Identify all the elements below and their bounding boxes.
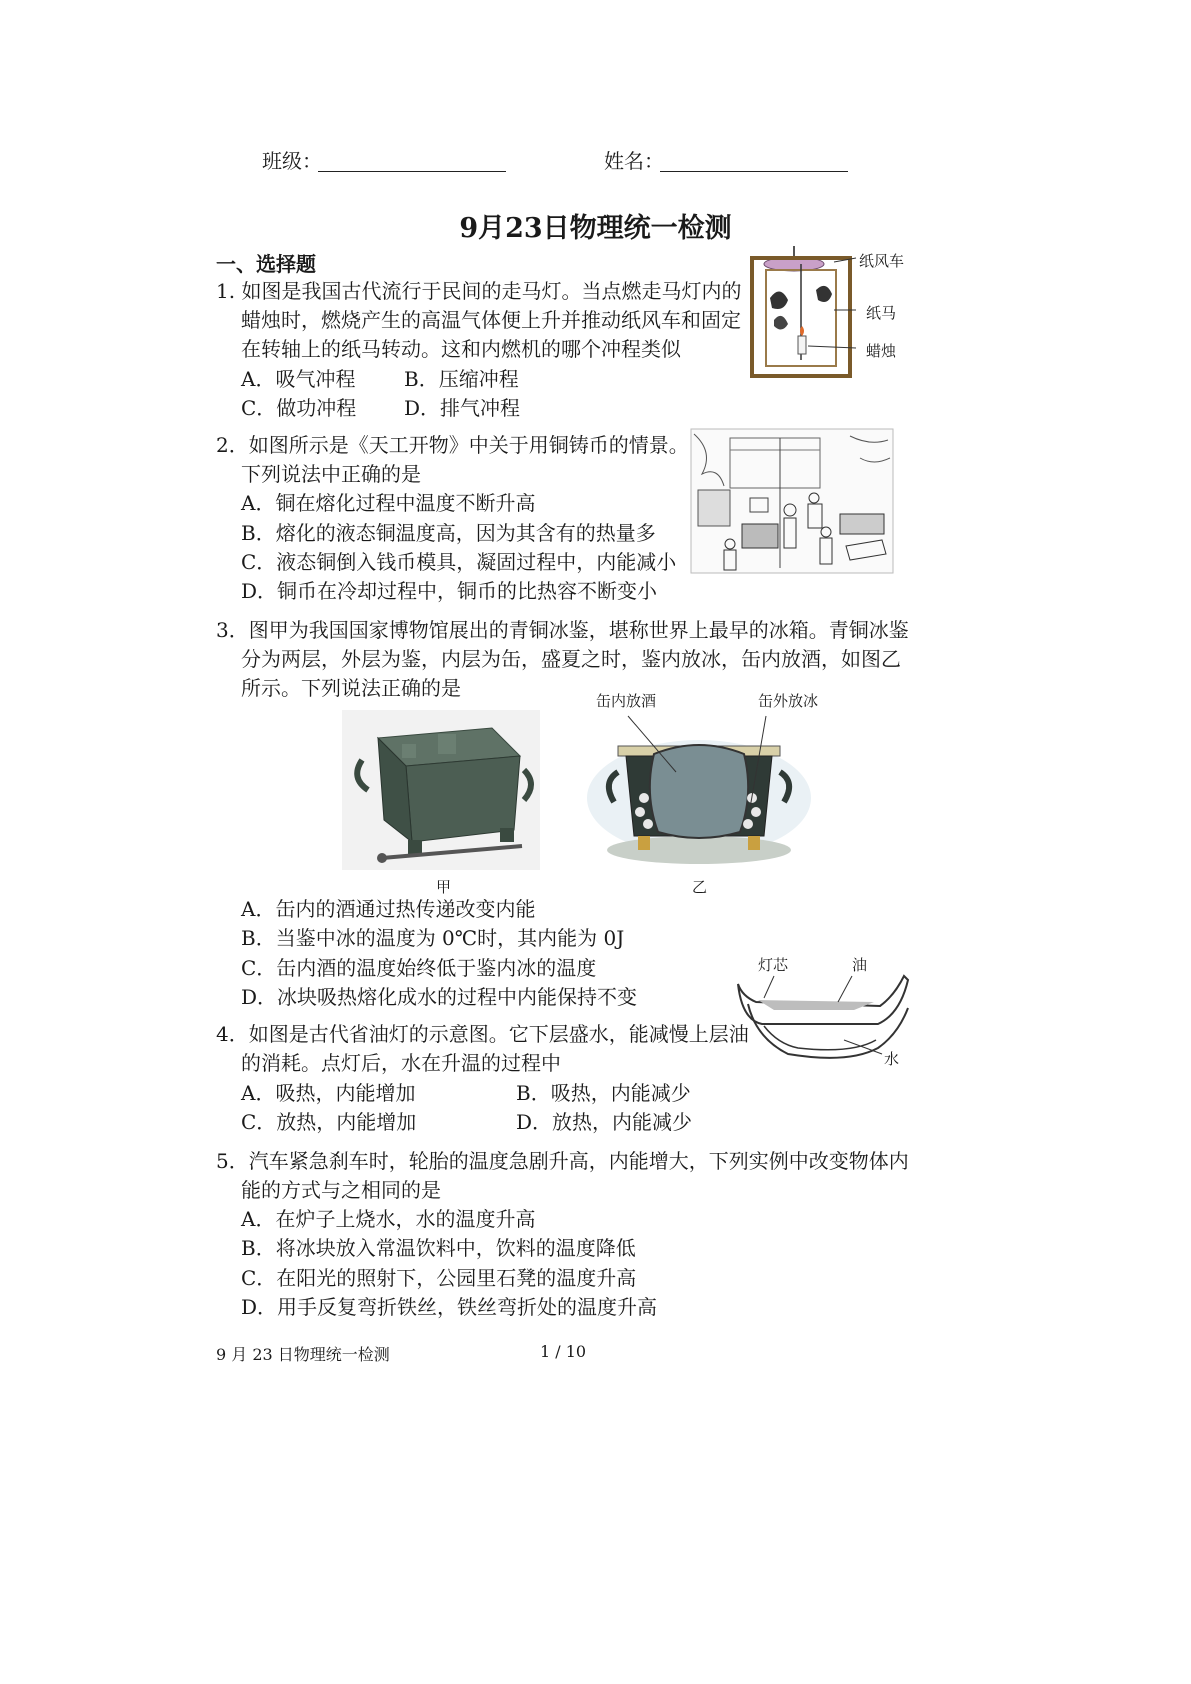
label-paper-windmill: 纸风车: [859, 252, 905, 270]
q3-option-b[interactable]: B．当鉴中冰的温度为 0℃时，其内能为 0J: [241, 926, 625, 950]
class-label: 班级：: [262, 149, 322, 173]
q5-option-b[interactable]: B．将冰块放入常温饮料中，饮料的温度降低: [241, 1236, 636, 1260]
q4-stem-line: 的消耗。点灯后，水在升温的过程中: [241, 1051, 561, 1075]
q1-option-b[interactable]: B．压缩冲程: [404, 367, 519, 391]
label-oil: 油: [852, 956, 868, 974]
q3-option-d[interactable]: D．冰块吸热熔化成水的过程中内能保持不变: [241, 985, 638, 1009]
footer-title: 9 月 23 日物理统一检测: [216, 1345, 390, 1364]
q4-option-a[interactable]: A．吸热，内能增加: [241, 1081, 416, 1105]
label-water: 水: [884, 1050, 900, 1068]
label-candle: 蜡烛: [866, 342, 897, 360]
q2-option-d[interactable]: D．铜币在冷却过程中，铜币的比热容不断变小: [241, 579, 658, 603]
q4-stem-line: 4．如图是古代省油灯的示意图。它下层盛水，能减慢上层油: [216, 1022, 749, 1046]
q5-stem-line: 能的方式与之相同的是: [241, 1178, 441, 1202]
q2-option-c[interactable]: C．液态铜倒入钱币模具，凝固过程中，内能减小: [241, 550, 677, 574]
q2-option-b[interactable]: B．熔化的液态铜温度高，因为其含有的热量多: [241, 521, 656, 545]
q3-stem-line: 所示。下列说法正确的是: [241, 676, 461, 700]
name-label: 姓名：: [604, 149, 664, 173]
label-ice-outside: 缶外放冰: [758, 692, 819, 710]
q5-option-c[interactable]: C．在阳光的照射下，公园里石凳的温度升高: [241, 1266, 637, 1290]
q4-option-b[interactable]: B．吸热，内能减少: [516, 1081, 691, 1105]
q3-stem-line: 分为两层，外层为鉴，内层为缶，盛夏之时，鉴内放冰，缶内放酒，如图乙: [241, 647, 901, 671]
q1-stem-line: 蜡烛时，燃烧产生的高温气体便上升并推动纸风车和固定: [241, 308, 741, 332]
q1-stem-line: 在转轴上的纸马转动。这和内燃机的哪个冲程类似: [241, 337, 681, 361]
q4-option-d[interactable]: D．放热，内能减少: [516, 1110, 693, 1134]
figure-caption-b: 乙: [692, 878, 708, 896]
name-input-line[interactable]: [660, 170, 848, 172]
q1-option-a[interactable]: A．吸气冲程: [241, 367, 356, 391]
bronze-ice-chest-photo: [342, 710, 540, 870]
q3-option-c[interactable]: C．缶内酒的温度始终低于鉴内冰的温度: [241, 956, 597, 980]
q5-stem-line: 5．汽车紧急刹车时，轮胎的温度急剧升高，内能增大，下列实例中改变物体内: [216, 1149, 909, 1173]
q2-stem-line: 下列说法中正确的是: [241, 462, 421, 486]
class-input-line[interactable]: [318, 170, 506, 172]
q4-option-c[interactable]: C．放热，内能增加: [241, 1110, 417, 1134]
page-title: 9月23日物理统一检测: [459, 213, 732, 244]
label-wick: 灯芯: [758, 956, 789, 974]
q1-option-d[interactable]: D．排气冲程: [404, 396, 521, 420]
label-wine-inside: 缶内放酒: [596, 692, 657, 710]
coin-casting-illustration: [690, 428, 894, 574]
q5-option-d[interactable]: D．用手反复弯折铁丝，铁丝弯折处的温度升高: [241, 1295, 658, 1319]
section-heading: 一、选择题: [216, 252, 316, 276]
q2-option-a[interactable]: A．铜在熔化过程中温度不断升高: [241, 491, 536, 515]
q2-stem-line: 2．如图所示是《天工开物》中关于用铜铸币的情景。: [216, 433, 689, 457]
page-number: 1 / 10: [540, 1342, 587, 1361]
ice-chest-diagram: [586, 712, 812, 868]
q1-stem-line: 1. 如图是我国古代流行于民间的走马灯。当点燃走马灯内的: [216, 279, 742, 303]
label-paper-horse: 纸马: [866, 304, 897, 322]
figure-caption-a: 甲: [436, 878, 452, 896]
q5-option-a[interactable]: A．在炉子上烧水，水的温度升高: [241, 1207, 536, 1231]
q3-option-a[interactable]: A．缶内的酒通过热传递改变内能: [241, 897, 536, 921]
q3-stem-line: 3．图甲为我国国家博物馆展出的青铜冰鉴，堪称世界上最早的冰箱。青铜冰鉴: [216, 618, 909, 642]
q1-option-c[interactable]: C．做功冲程: [241, 396, 357, 420]
